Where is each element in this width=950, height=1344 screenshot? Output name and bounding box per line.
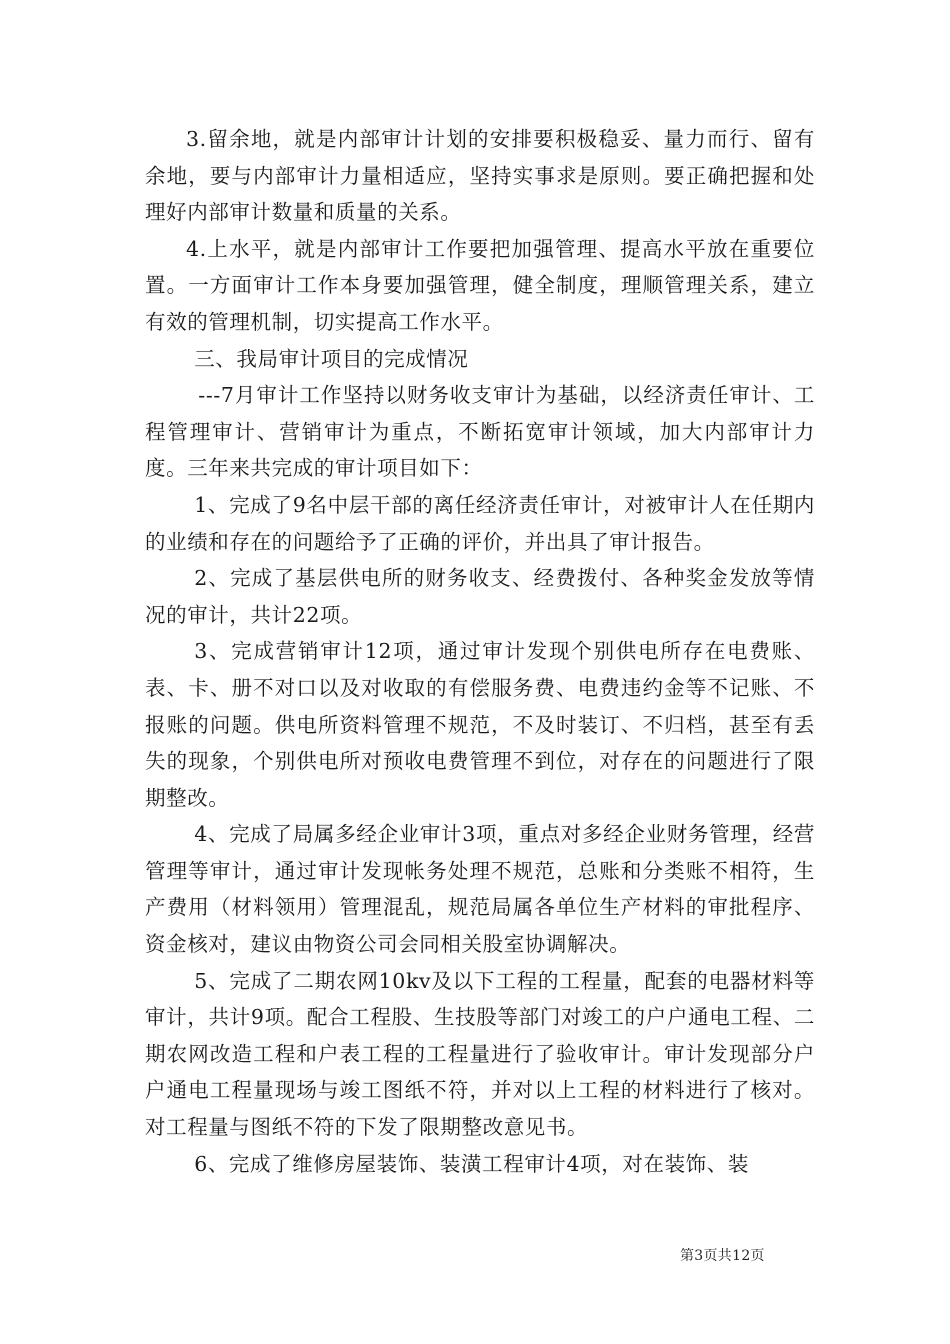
paragraph-july-audit-intro: ---7月审计工作坚持以财务收支审计为基础，以经济责任审计、工程管理审计、营销审计为重点，不断拓宽审计领域，加大内部审计力度。三年来共完成的审计项目如下：	[145, 383, 815, 481]
paragraph-raise-level: 4.上水平，就是内部审计工作要把加强管理、提高水平放在重要位置。一方面审计工作本身要加强管理，健全制度，理顺管理关系，建立有效的管理机制，切实提高工作水平。	[145, 236, 815, 334]
paragraph-leave-margin: 3.留余地，就是内部审计计划的安排要积极稳妥、量力而行、留有余地，要与内部审计力量相适应，坚持实事求是原则。要正确把握和处理好内部审计数量和质量的关系。	[145, 127, 815, 225]
list-item-marketing-audit: 3、完成营销审计12项，通过审计发现个别供电所存在电费账、表、卡、册不对口以及对收取的有偿服务费、电费违约金等不记账、不报账的问题。供电所资料管理不规范，不及时装订、不归档，甚至有丢失的现象，个别供电所对预收电费管理不到位，对存在的问题进行了限期整改。	[145, 639, 815, 810]
section-heading-audit-projects: 三、我局审计项目的完成情况	[194, 346, 469, 371]
document-page	[145, 121, 815, 1182]
list-item-rural-grid-audit: 5、完成了二期农网10kv及以下工程的工程量，配套的电器材料等审计，共计9项。配合工程股、生技股等部门对竣工的户户通电工程、二期农网改造工程和户表工程的工程量进行了验收审计。审计发现部分户户通电工程量现场与竣工图纸不符，并对以上工程的材料进行了核对。对工程量与图纸不符的下发了限期整改意见书。	[145, 968, 815, 1140]
list-item-economic-responsibility: 1、完成了9名中层干部的离任经济责任审计，对被审计人在任期内的业绩和存在的问题给予了正确的评价，并出具了审计报告。	[145, 492, 815, 554]
list-item-power-station-finance: 2、完成了基层供电所的财务收支、经费拨付、各种奖金发放等情况的审计，共计22项。	[145, 566, 815, 627]
page-number-footer: 第3页共12页	[680, 1248, 765, 1264]
list-item-enterprise-audit: 4、完成了局属多经企业审计3项，重点对多经企业财务管理，经营管理等审计，通过审计发现帐务处理不规范，总账和分类账不相符，生产费用（材料领用）管理混乱，规范局属各单位生产材料的审批程序、资金核对，建议由物资公司会同相关股室协调解决。	[145, 822, 815, 957]
list-item-renovation-audit: 6、完成了维修房屋装饰、装潢工程审计4项，对在装饰、装	[194, 1151, 749, 1176]
